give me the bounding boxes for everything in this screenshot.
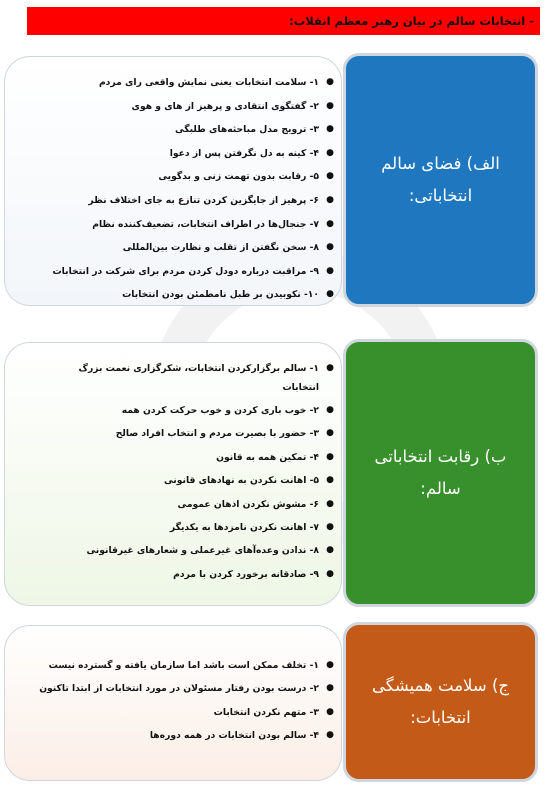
section-heading-healthy-space: الف) فضای سالم انتخاباتی:: [343, 53, 538, 307]
bullet-icon: ●: [326, 405, 334, 415]
bullet-icon: ●: [326, 451, 334, 462]
list-item: ● ۶- پرهیز از جایگزین کردن تنازع به جای اختلاف نظر: [5, 189, 341, 213]
list-item: ● ۲- خوب باری کردن و خوب حرکت کردن همه: [5, 399, 341, 422]
section-heading-healthy-competition: ب) رقابت انتخاباتی سالم:: [343, 339, 538, 607]
bullet-icon: ●: [326, 498, 334, 509]
bullet-icon: ●: [326, 706, 334, 717]
bullet-icon: ●: [326, 171, 334, 182]
section-list-permanent-health: [4, 625, 342, 781]
bullet-icon: ●: [326, 475, 334, 486]
list-item: ● ۴- تمکین همه به قانون: [5, 446, 341, 469]
section-list-healthy-space: [4, 56, 342, 306]
list-item: ● ۳- ترویج مدل مباحثه‌های طلبگی: [5, 118, 341, 142]
section-list-healthy-competition: [4, 342, 342, 606]
bullet-icon: ●: [326, 683, 334, 694]
bullet-icon: ●: [326, 100, 334, 111]
list-item: ● ۱- سالم برگزارکردن انتخابات، شکرگزاری نعمت بزرگ انتخابات: [5, 359, 341, 399]
list-item: ● ۴- کینه به دل نگرفتن پس از دعوا: [5, 142, 341, 166]
list-item: ● ۳- متهم نکردن انتخابات: [5, 701, 341, 724]
bullet-icon: ●: [326, 194, 334, 205]
list-item: ● ۱۰- نکوبیدن بر طبل نامطمئن بودن انتخابات: [5, 283, 341, 307]
bullet-icon: ●: [326, 242, 334, 253]
bullet-icon: ●: [326, 522, 334, 533]
bullet-icon: ●: [326, 147, 334, 158]
bullet-icon: ●: [326, 77, 334, 87]
bullet-icon: ●: [326, 289, 334, 300]
list-item: ● ۶- مشوش نکردن اذهان عمومی: [5, 493, 341, 516]
list-item: ● ۷- جنجال‌ها در اطراف انتخابات، تضعیف‌کننده نظام: [5, 213, 341, 237]
list-item: ● ۵- رقابت بدون تهمت زنی و بدگویی: [5, 165, 341, 189]
bullet-icon: ●: [326, 428, 334, 439]
bullet-icon: ●: [326, 218, 334, 229]
list-item: ● ۱- تخلف ممکن است باشد اما سازمان یافته و گسترده نیست: [5, 654, 341, 677]
list-item: ● ۹- مراقبت درباره دودل کردن مردم برای شرکت در انتخابات: [5, 260, 341, 284]
bullet-icon: ●: [326, 730, 334, 741]
bullet-icon: ●: [326, 545, 334, 556]
list-item: ● ۲- گفتگوی انتقادی و پرهیز از های و هوی: [5, 95, 341, 119]
list-item: ● ۹- صادقانه برخورد کردن با مردم: [5, 563, 341, 586]
list-item: ● ۸- سخن نگفتن از تقلب و نظارت بین‌المللی: [5, 236, 341, 260]
list-item: ● ۸- ندادن وعده‌آهای غیرعملی و شعارهای غیرقانونی: [5, 539, 341, 562]
bullet-icon: ●: [326, 363, 334, 373]
list-item: ● ۵- اهانت نکردن به نهادهای قانونی: [5, 469, 341, 492]
page-title: - انتخابات سالم در بیان رهبر معظم انقلاب:: [27, 7, 540, 35]
list-item: ● ۲- درست بودن رفتار مسئولان در مورد انتخابات از ابتدا تاکنون: [5, 677, 341, 700]
bullet-icon: ●: [326, 660, 334, 670]
list-item: ● ۳- حضور با بصیرت مردم و انتخاب افراد صالح: [5, 422, 341, 445]
bullet-icon: ●: [326, 265, 334, 276]
list-item: ● ۱- سلامت انتخابات یعنی نمایش واقعی رای مردم: [5, 71, 341, 95]
bullet-icon: ●: [326, 124, 334, 135]
list-item: ● ۷- اهانت نکردن نامزدها به یکدیگر: [5, 516, 341, 539]
section-heading-permanent-health: ج) سلامت همیشگی انتخابات:: [343, 622, 538, 782]
bullet-icon: ●: [326, 568, 334, 579]
list-item: ● ۴- سالم بودن انتخابات در همه دوره‌ها: [5, 724, 341, 747]
